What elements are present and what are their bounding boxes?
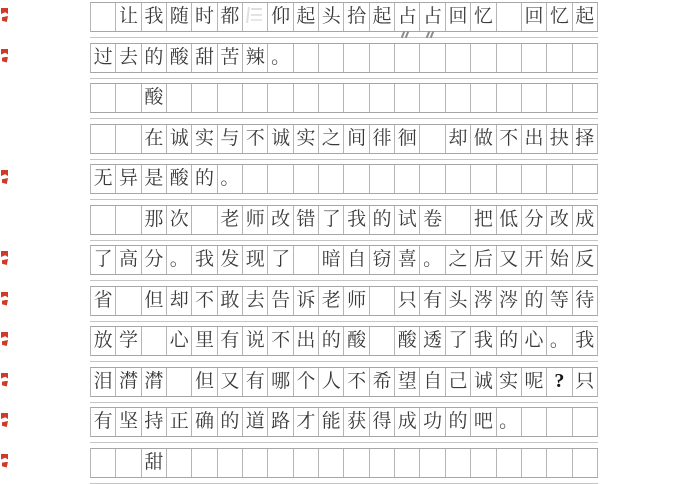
grid-cell-character: 辣 [243, 44, 268, 72]
grid-cell-character: 泪 [91, 368, 116, 396]
grid-cell-character: 涔 [471, 287, 496, 315]
grid-cell-character: 涔 [497, 287, 522, 315]
grid-cell-character: 。 [167, 246, 192, 274]
grid-cell-character: 告 [268, 287, 293, 315]
grid-cell-character: 时 [192, 3, 217, 31]
grid-cell-character: 持 [142, 408, 167, 436]
grid-cell-character: 拾 [344, 3, 369, 31]
grid-cell-character: 人 [319, 368, 344, 396]
grid-cell-empty [344, 165, 369, 193]
grid-cell-empty [319, 165, 344, 193]
grid-cell-character: 间 [344, 125, 369, 153]
row-gap-strip [90, 397, 598, 403]
grid-cell-character: 过 [91, 44, 116, 72]
grid-cell-character: 起 [573, 3, 598, 31]
grid-cell-character: 自 [344, 246, 369, 274]
grid-cell-character: 。 [497, 408, 522, 436]
grid-cell-character: 次 [167, 206, 192, 234]
grid-cell-empty [522, 165, 547, 193]
red-margin-mark [1, 373, 9, 387]
grid-cell-character: 。 [547, 327, 572, 355]
grid-row-cells [90, 124, 598, 154]
grid-cell-empty [547, 449, 572, 477]
grid-cell-character: 有 [218, 327, 243, 355]
grid-cell-empty [268, 165, 293, 193]
grid-cell-character: 了 [446, 327, 471, 355]
grid-cell-character: 择 [573, 125, 598, 153]
grid-cell-character: 徊 [395, 125, 420, 153]
red-margin-mark [1, 8, 9, 22]
grid-cell-character: 与 [218, 125, 243, 153]
grid-cell-character: 省 [91, 287, 116, 315]
grid-cell-character: 成 [395, 408, 420, 436]
grid-cell-character: 获 [344, 408, 369, 436]
grid-row [90, 245, 598, 281]
grid-cell-character: 甜 [142, 449, 167, 477]
grid-cell-empty [497, 165, 522, 193]
grid-cell-character: 了 [319, 206, 344, 234]
grid-cell-character: 在 [142, 125, 167, 153]
grid-cell-character: 苦 [218, 44, 243, 72]
grid-cell-empty [167, 449, 192, 477]
grid-cell-empty [218, 84, 243, 112]
grid-cell-character: 个 [294, 368, 319, 396]
correction-tick-mark [401, 31, 409, 39]
grid-cell-character: 师 [243, 206, 268, 234]
grid-cell-character: 去 [116, 44, 141, 72]
grid-cell-empty [522, 449, 547, 477]
grid-cell-character: 仰 [268, 3, 293, 31]
grid-row-cells [90, 205, 598, 235]
grid-cell-empty [420, 44, 445, 72]
grid-cell-character: 了 [91, 246, 116, 274]
grid-cell-character: 高 [116, 246, 141, 274]
grid-cell-empty [268, 84, 293, 112]
grid-cell-character: 只 [573, 368, 598, 396]
grid-cell-character: 诚 [167, 125, 192, 153]
grid-cell-character: 但 [192, 368, 217, 396]
grid-row-cells [90, 286, 598, 316]
grid-cell-character: 酸 [395, 327, 420, 355]
grid-cell-empty [395, 165, 420, 193]
grid-row [90, 286, 598, 322]
grid-cell-character: 改 [547, 206, 572, 234]
grid-cell-character: 的 [446, 408, 471, 436]
grid-cell-empty [370, 327, 395, 355]
grid-cell-character: 喜 [395, 246, 420, 274]
grid-cell-character: 之 [446, 246, 471, 274]
grid-cell-character: 说 [243, 327, 268, 355]
grid-cell-character: 希 [370, 368, 395, 396]
grid-cell-character: 实 [294, 125, 319, 153]
grid-cell-empty [471, 165, 496, 193]
grid-cell-character: 始 [547, 246, 572, 274]
grid-cell-character: 起 [294, 3, 319, 31]
grid-cell-empty [573, 449, 598, 477]
grid-cell-character: 不 [268, 327, 293, 355]
grid-cell-empty [268, 449, 293, 477]
grid-cell-character: 头 [446, 287, 471, 315]
row-gap-strip [90, 437, 598, 443]
grid-cell-empty [294, 44, 319, 72]
grid-cell-character: 无 [91, 165, 116, 193]
grid-cell-empty [547, 165, 572, 193]
grid-row-cells [90, 407, 598, 437]
grid-cell-character: 路 [268, 408, 293, 436]
grid-cell-character: 是 [142, 165, 167, 193]
faint-erased-mark [243, 3, 267, 31]
grid-row-cells [90, 164, 598, 194]
grid-cell-empty [294, 246, 319, 274]
grid-cell-empty [497, 3, 522, 31]
grid-cell-character: 回 [446, 3, 471, 31]
red-margin-mark [1, 251, 9, 265]
grid-cell-character: 我 [471, 327, 496, 355]
grid-cell-character: 不 [344, 368, 369, 396]
grid-cell-character: 待 [573, 287, 598, 315]
grid-cell-empty [497, 449, 522, 477]
grid-cell-character: 卷 [420, 206, 445, 234]
grid-cell-character: 不 [497, 125, 522, 153]
grid-cell-character: 那 [142, 206, 167, 234]
grid-cell-empty [116, 449, 141, 477]
grid-cell-character: 学 [116, 327, 141, 355]
grid-cell-character: 酸 [142, 84, 167, 112]
red-margin-mark [1, 292, 9, 306]
grid-cell-character: 的 [370, 206, 395, 234]
grid-cell-character: 潸 [142, 368, 167, 396]
grid-cell-empty [370, 287, 395, 315]
grid-cell-character: 望 [395, 368, 420, 396]
grid-cell-character: 把 [471, 206, 496, 234]
grid-cell-empty [167, 368, 192, 396]
grid-row [90, 164, 598, 200]
grid-cell-empty [497, 84, 522, 112]
grid-cell-character: 的 [218, 408, 243, 436]
grid-cell-character: 功 [420, 408, 445, 436]
grid-cell-character: 确 [192, 408, 217, 436]
grid-cell-character: 开 [522, 246, 547, 274]
grid-row-cells [90, 245, 598, 275]
grid-cell-empty [395, 449, 420, 477]
grid-cell-empty [91, 449, 116, 477]
grid-cell-character: 我 [142, 3, 167, 31]
grid-cell-character: 敢 [218, 287, 243, 315]
grid-cell-character: 的 [497, 327, 522, 355]
grid-cell-empty [446, 44, 471, 72]
grid-cell-character: 我 [192, 246, 217, 274]
grid-cell-empty [370, 165, 395, 193]
grid-cell-character: 自 [420, 368, 445, 396]
grid-cell-character: 但 [142, 287, 167, 315]
grid-row [90, 367, 598, 403]
grid-cell-empty [420, 84, 445, 112]
grid-cell-empty [446, 165, 471, 193]
grid-cell-character: 心 [522, 327, 547, 355]
grid-cell-character: 正 [167, 408, 192, 436]
grid-cell-character: 有 [243, 368, 268, 396]
red-margin-mark [1, 49, 9, 63]
grid-row [90, 124, 598, 160]
grid-row-cells [90, 83, 598, 113]
grid-cell-character: 实 [497, 368, 522, 396]
grid-cell-character: 。 [218, 165, 243, 193]
grid-cell-empty [91, 206, 116, 234]
grid-cell-character: 酸 [167, 44, 192, 72]
grid-cell-empty [319, 449, 344, 477]
grid-cell-character: 老 [218, 206, 243, 234]
grid-cell-character: 得 [370, 408, 395, 436]
grid-cell-empty [446, 84, 471, 112]
grid-cell-character: 酸 [344, 327, 369, 355]
grid-row-cells [90, 43, 598, 73]
grid-row [90, 205, 598, 241]
grid-cell-character: ? [547, 368, 572, 396]
grid-cell-character: 不 [192, 287, 217, 315]
grid-cell-character: 却 [167, 287, 192, 315]
grid-cell-empty [192, 84, 217, 112]
row-gap-strip [90, 235, 598, 241]
grid-cell-character: 让 [116, 3, 141, 31]
grid-cell-character: 诚 [471, 368, 496, 396]
grid-cell-character: 的 [142, 44, 167, 72]
grid-cell-character: 去 [243, 287, 268, 315]
grid-cell-character: 异 [116, 165, 141, 193]
grid-cell-empty [547, 408, 572, 436]
grid-cell-character: 出 [522, 125, 547, 153]
grid-cell-empty [294, 449, 319, 477]
grid-cell-empty [243, 84, 268, 112]
grid-cell-character: 不 [243, 125, 268, 153]
grid-cell-character: 酸 [167, 165, 192, 193]
grid-cell-character: 分 [522, 206, 547, 234]
grid-cell-character: 的 [522, 287, 547, 315]
grid-row [90, 448, 598, 484]
row-gap-strip [90, 275, 598, 281]
grid-cell-character: 错 [294, 206, 319, 234]
row-gap-strip [90, 316, 598, 322]
grid-cell-character: 随 [167, 3, 192, 31]
grid-cell-character: 里 [192, 327, 217, 355]
row-gap-strip [90, 356, 598, 362]
grid-cell-empty [522, 408, 547, 436]
grid-cell-empty [116, 125, 141, 153]
grid-cell-character: 心 [167, 327, 192, 355]
row-gap-strip [90, 32, 598, 38]
grid-cell-character: 做 [471, 125, 496, 153]
grid-row [90, 407, 598, 443]
grid-cell-empty [446, 449, 471, 477]
row-gap-strip [90, 154, 598, 160]
grid-cell-character: 试 [395, 206, 420, 234]
correction-tick-mark [426, 31, 434, 39]
grid-cell-character: 之 [319, 125, 344, 153]
grid-cell-character: 诚 [268, 125, 293, 153]
grid-cell-character: 都 [218, 3, 243, 31]
grid-cell-character: 占 [395, 3, 420, 31]
grid-cell-empty [547, 84, 572, 112]
grid-cell-empty [370, 44, 395, 72]
grid-cell-empty [471, 44, 496, 72]
grid-cell-character: 后 [471, 246, 496, 274]
grid-cell-character: 师 [344, 287, 369, 315]
grid-cell-character: 暗 [319, 246, 344, 274]
grid-cell-empty [91, 125, 116, 153]
grid-row [90, 43, 598, 79]
grid-row [90, 2, 598, 38]
grid-cell-empty [370, 449, 395, 477]
grid-cell-character: 徘 [370, 125, 395, 153]
grid-cell-character: 又 [218, 368, 243, 396]
grid-cell-character: 有 [91, 408, 116, 436]
grid-cell-empty [344, 44, 369, 72]
grid-cell-character: 透 [420, 327, 445, 355]
grid-row [90, 83, 598, 119]
grid-cell-empty [116, 287, 141, 315]
grid-cell-character: 实 [192, 125, 217, 153]
grid-row [90, 326, 598, 362]
grid-cell-empty [522, 84, 547, 112]
grid-cell-character: 反 [573, 246, 598, 274]
grid-cell-character: 改 [268, 206, 293, 234]
grid-cell-character: 却 [446, 125, 471, 153]
grid-cell-character: 出 [294, 327, 319, 355]
red-margin-mark [1, 454, 9, 468]
grid-cell-character: 忆 [471, 3, 496, 31]
red-margin-mark [1, 413, 9, 427]
row-gap-strip [90, 113, 598, 119]
grid-cell-character: 坚 [116, 408, 141, 436]
grid-cell-character: 的 [192, 165, 217, 193]
grid-cell-empty [294, 84, 319, 112]
grid-cell-empty [573, 165, 598, 193]
grid-cell-character: 头 [319, 3, 344, 31]
grid-cell-character: 。 [268, 44, 293, 72]
grid-cell-empty [142, 327, 167, 355]
grid-cell-empty [243, 3, 268, 31]
grid-cell-character: 低 [497, 206, 522, 234]
grid-cell-character: 我 [573, 327, 598, 355]
grid-cell-character: 又 [497, 246, 522, 274]
grid-cell-empty [471, 449, 496, 477]
grid-cell-empty [243, 449, 268, 477]
grid-cell-character: 吧 [471, 408, 496, 436]
grid-cell-empty [573, 408, 598, 436]
grid-cell-character: 只 [395, 287, 420, 315]
grid-cell-character: 才 [294, 408, 319, 436]
grid-cell-empty [547, 44, 572, 72]
red-margin-mark [1, 332, 9, 346]
grid-cell-character: 分 [142, 246, 167, 274]
grid-cell-empty [116, 206, 141, 234]
grid-cell-character: 哪 [268, 368, 293, 396]
grid-cell-empty [319, 84, 344, 112]
grid-cell-empty [294, 165, 319, 193]
grid-row-cells [90, 448, 598, 478]
grid-cell-character: 等 [547, 287, 572, 315]
grid-cell-character: 己 [446, 368, 471, 396]
grid-cell-empty [91, 3, 116, 31]
grid-cell-character: 诉 [294, 287, 319, 315]
grid-cell-character: 窃 [370, 246, 395, 274]
grid-cell-character: 了 [268, 246, 293, 274]
grid-cell-character: 发 [218, 246, 243, 274]
grid-cell-empty [192, 449, 217, 477]
grid-cell-character: 能 [319, 408, 344, 436]
grid-cell-empty [573, 44, 598, 72]
grid-cell-character: 忆 [547, 3, 572, 31]
grid-cell-empty [471, 84, 496, 112]
grid-cell-empty [91, 84, 116, 112]
grid-cell-character: 现 [243, 246, 268, 274]
grid-cell-empty [192, 206, 217, 234]
grid-cell-empty [420, 449, 445, 477]
grid-cell-empty [319, 44, 344, 72]
grid-cell-empty [573, 84, 598, 112]
grid-cell-empty [497, 44, 522, 72]
row-gap-strip [90, 478, 598, 484]
grid-row-cells [90, 326, 598, 356]
grid-cell-character: 放 [91, 327, 116, 355]
grid-cell-empty [344, 449, 369, 477]
grid-row-cells [90, 367, 598, 397]
grid-cell-empty [344, 84, 369, 112]
grid-cell-empty [522, 44, 547, 72]
grid-cell-character: 回 [522, 3, 547, 31]
row-gap-strip [90, 194, 598, 200]
grid-row-cells [90, 2, 598, 32]
grid-cell-empty [370, 84, 395, 112]
grid-cell-empty [420, 165, 445, 193]
grid-cell-character: 抉 [547, 125, 572, 153]
grid-cell-empty [420, 125, 445, 153]
grid-cell-character: 老 [319, 287, 344, 315]
grid-cell-empty [446, 206, 471, 234]
row-gap-strip [90, 73, 598, 79]
grid-cell-character: 呢 [522, 368, 547, 396]
grid-cell-character: 甜 [192, 44, 217, 72]
grid-cell-empty [167, 84, 192, 112]
grid-cell-character: 起 [370, 3, 395, 31]
grid-cell-character: 我 [344, 206, 369, 234]
grid-cell-empty [218, 449, 243, 477]
grid-cell-empty [395, 84, 420, 112]
grid-cell-character: 潸 [116, 368, 141, 396]
grid-cell-character: 的 [319, 327, 344, 355]
grid-cell-character: 。 [420, 246, 445, 274]
grid-cell-character: 占 [420, 3, 445, 31]
grid-cell-character: 成 [573, 206, 598, 234]
grid-cell-empty [116, 84, 141, 112]
grid-cell-empty [243, 165, 268, 193]
grid-cell-character: 道 [243, 408, 268, 436]
grid-cell-character: 有 [420, 287, 445, 315]
grid-cell-empty [395, 44, 420, 72]
red-margin-mark [1, 170, 9, 184]
